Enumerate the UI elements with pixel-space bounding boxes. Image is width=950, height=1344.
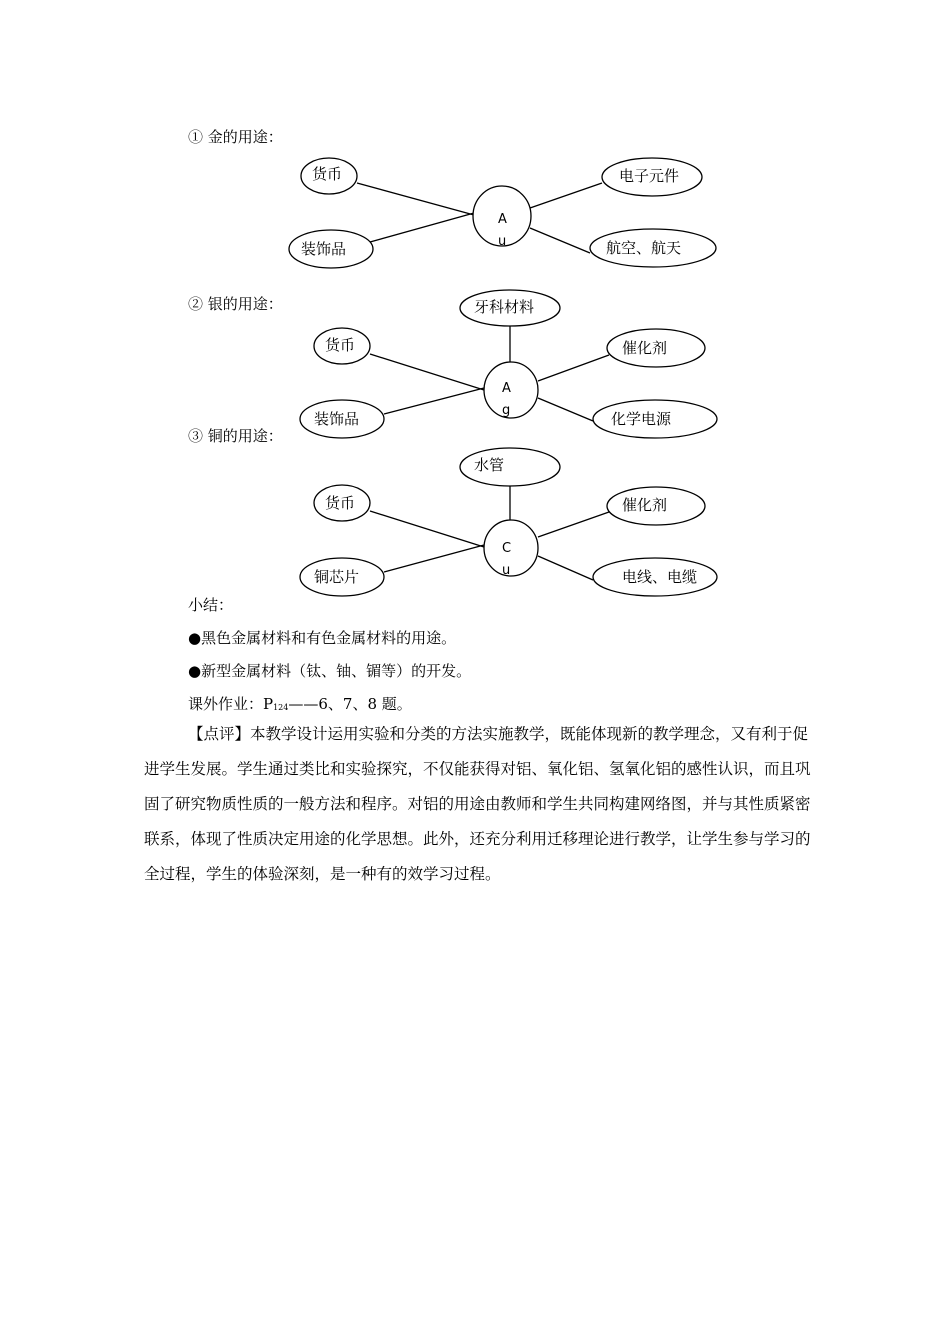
review-paragraph [144, 717, 812, 892]
gold-use-currency [301, 158, 357, 194]
summary-title: 小结： [188, 596, 234, 614]
svg-text:航空、航天: 航空、航天 [606, 239, 682, 257]
copper-center-node [484, 520, 538, 578]
svg-text:水管: 水管 [474, 456, 505, 474]
svg-text:A: A [502, 381, 511, 396]
summary-point-2: ●新型金属材料（钛、铀、镅等）的开发。 [188, 662, 472, 680]
svg-text:装饰品: 装饰品 [301, 240, 347, 258]
summary-point-1: ●黑色金属材料和有色金属材料的用途。 [188, 629, 457, 647]
silver-use-catalyst [607, 329, 705, 367]
svg-text:C: C [502, 541, 512, 556]
svg-text:A: A [498, 212, 507, 227]
svg-text:货币: 货币 [325, 494, 356, 512]
svg-text:化学电源: 化学电源 [611, 410, 672, 428]
copper-uses-heading: ③ 铜的用途： [188, 427, 283, 445]
homework-prefix: 课外作业：P [188, 695, 274, 713]
svg-text:u: u [498, 234, 507, 249]
copper-use-cables [593, 558, 717, 596]
review-label: 【点评】 [188, 725, 251, 743]
svg-text:催化剂: 催化剂 [622, 339, 668, 357]
gold-use-electronics [602, 158, 702, 196]
gold-center-node [473, 186, 531, 249]
svg-text:牙科材料: 牙科材料 [474, 298, 535, 316]
svg-text:电线、电缆: 电线、电缆 [622, 568, 698, 586]
svg-text:催化剂: 催化剂 [622, 496, 668, 514]
gold-use-ornaments [289, 230, 373, 268]
homework-page: 124 [273, 703, 289, 712]
silver-use-battery [593, 400, 717, 438]
homework-suffix: ——6、7、8 题。 [288, 695, 412, 713]
svg-text:货币: 货币 [312, 165, 343, 183]
svg-text:装饰品: 装饰品 [314, 410, 360, 428]
copper-use-chip [300, 558, 384, 596]
review-text: 本教学设计运用实验和分类的方法实施教学，既能体现新的教学理念，又有利于促进学生发展。学生通过类比和实验探究，不仅能获得对铝、氧化铝、氢氧化铝的感性认识，而且巩固了研究物质性质的一般方法和程序。对铝的用途由教师和学生共同构建网络图，并与其性质紧密联系，体现了性质决定用途的化学思想。此外，还充分利用迁移理论进行教学，让学生参与学习的全过程，学生的体验深刻，是一种有的效学习过程。 [144, 725, 811, 883]
gold-use-aerospace [590, 229, 716, 267]
svg-text:电子元件: 电子元件 [619, 167, 680, 185]
metal-uses-diagrams [0, 0, 950, 620]
silver-uses-heading: ② 银的用途： [188, 295, 283, 313]
copper-use-catalyst [607, 487, 705, 525]
svg-text:铜芯片: 铜芯片 [314, 568, 360, 586]
silver-use-dental [460, 290, 560, 326]
svg-text:u: u [502, 563, 511, 578]
silver-use-ornaments [300, 400, 384, 438]
svg-text:货币: 货币 [325, 336, 356, 354]
svg-text:g: g [502, 403, 511, 418]
copper-use-currency [314, 485, 370, 521]
silver-use-currency [314, 328, 370, 364]
gold-uses-heading: ① 金的用途： [188, 128, 283, 146]
copper-use-water-pipe [460, 448, 560, 486]
homework-line [188, 693, 412, 718]
silver-center-node [484, 362, 538, 418]
